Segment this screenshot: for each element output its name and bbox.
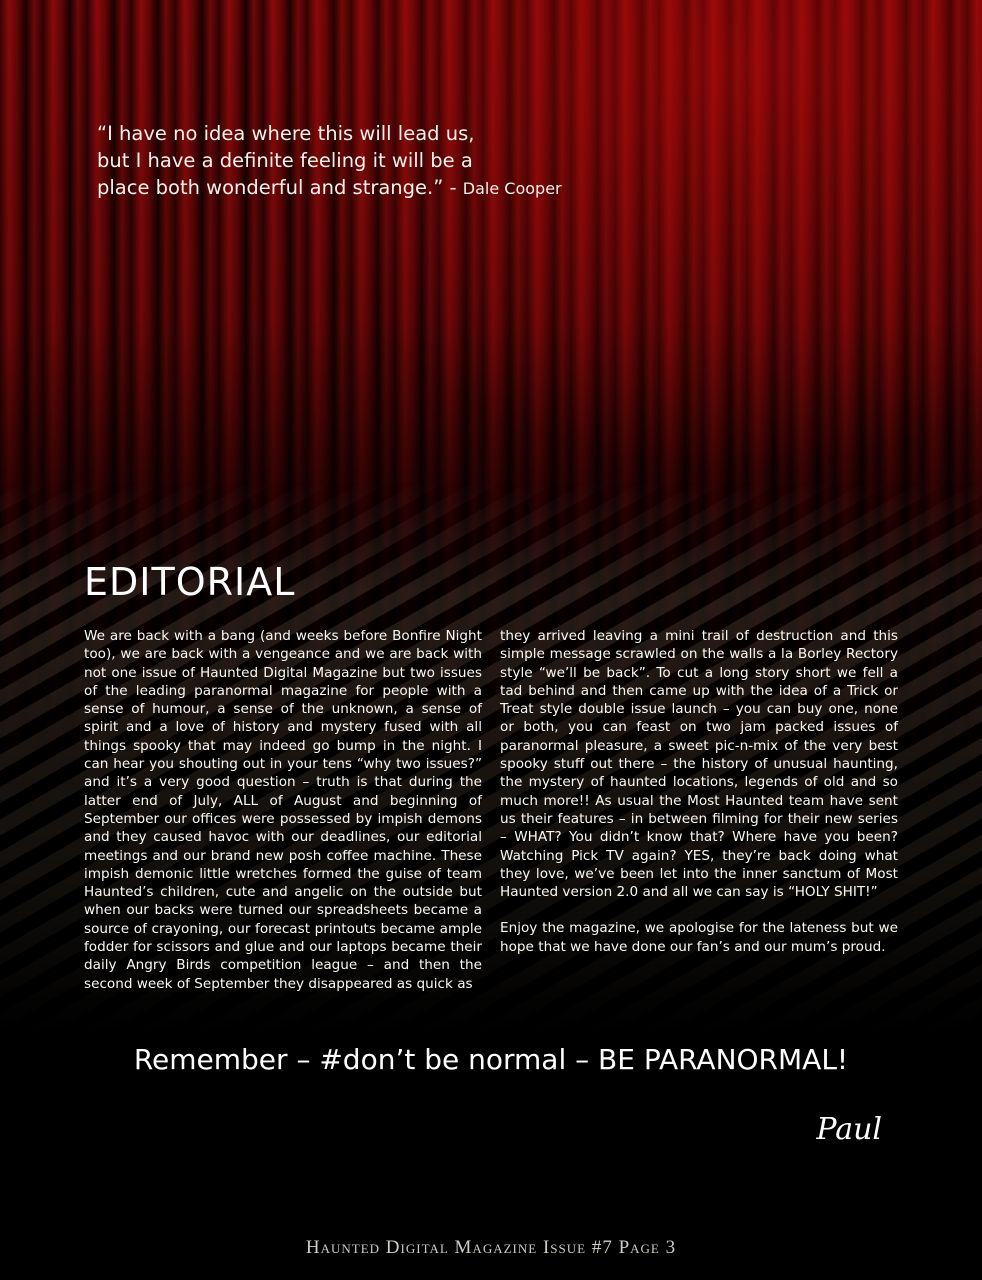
- paragraph: Enjoy the magazine, we apologise for the lateness but we hope that we have done our fan’s and our mum’s proud.: [500, 920, 898, 955]
- quote-line: “I have no idea where this will lead us,: [97, 122, 475, 145]
- article-column-right: [500, 627, 898, 956]
- paragraph: they arrived leaving a mini trail of destruction and this simple message scrawled on the walls a la Borley Rectory style “we’ll be back”. To cut a long story short we fell a tad behind and then came up with the idea of a Trick or Treat style double issue launch – you can buy one, none or both, you can feast on two jam packed issues of paranormal pleasure, a sweet pic-n-mix of the very best spooky stuff out there – the history of unusual haunting, the mystery of haunted locations, legends of old and so much more!! As usual the Most Haunted team have sent us their features – in between filming for their new series – WHAT? You didn’t know that? Where have you been? Watching Pick TV again? YES, they’re back doing what they love, we’ve been let into the inner sanctum of Most Haunted version 2.0 and all we can say is “HOLY SHIT!”: [500, 628, 898, 901]
- opening-quote: [97, 120, 562, 202]
- slogan: Remember – #don’t be normal – BE PARANORMAL!: [133, 1043, 849, 1076]
- article-column-left: [84, 627, 482, 993]
- quote-line: place both wonderful and strange.” - Dale Cooper: [97, 176, 562, 199]
- page-title: EDITORIAL: [84, 560, 296, 604]
- quote-attribution: Dale Cooper: [462, 179, 562, 198]
- signature: Paul: [816, 1112, 882, 1147]
- page-footer: Haunted Digital Magazine Issue #7 Page 3: [305, 1237, 677, 1258]
- quote-line: but I have a definite feeling it will be a: [97, 149, 473, 172]
- paragraph: We are back with a bang (and weeks before Bonfire Night too), we are back with a vengeance and we are back with not one issue of Haunted Digital Magazine but two issues of the leading paranormal magazine for people with a sense of humour, a sense of the unknown, a sense of spirit and a love of history and mystery fused with all things spooky that may indeed go bump in the night. I can hear you shouting out in your tens “why two issues?” and it’s a very good question – truth is that during the latter end of July, ALL of August and beginning of September our offices were possessed by impish demons and they caused havoc with our deadlines, our editorial meetings and our brand new posh coffee machine. These impish demonic little wretches formed the guise of team Haunted’s children, cute and angelic on the outside but when our backs were turned our spreadsheets became a source of crayoning, our forecast printouts became ample fodder for scissors and glue and our laptops became their daily Angry Birds competition league – and then the second week of September they disappeared as quick as: [84, 628, 482, 992]
